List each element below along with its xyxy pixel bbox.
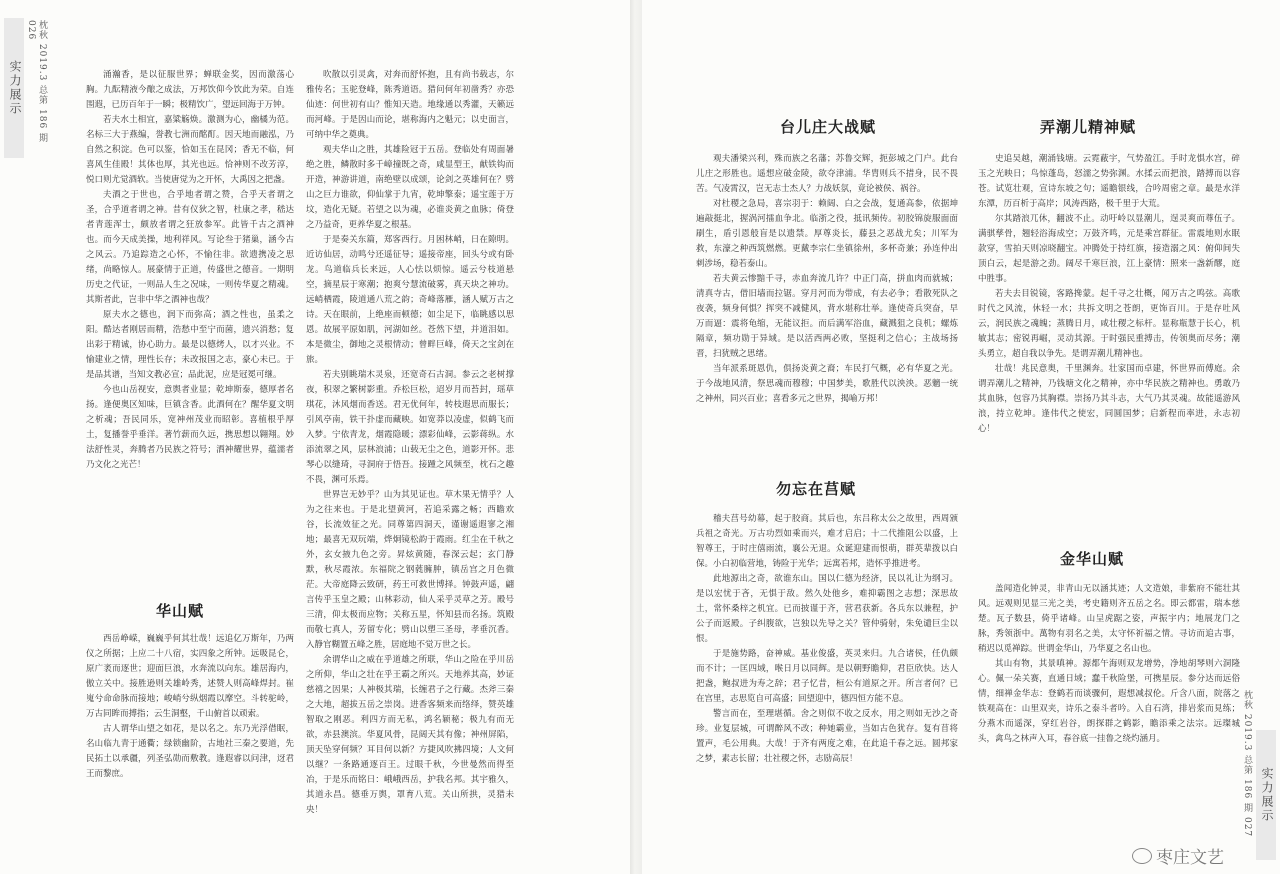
article-title: 台儿庄大战赋 bbox=[780, 118, 877, 136]
article-title: 勿忘在莒赋 bbox=[776, 480, 857, 498]
paragraph: 对杜稷之急局，喜宗羽于：赖阔、白之会战，复通高参，依据坤遍敲挺北，握涡河擂血争北。临浙之役，抵讯频传。初胶锦旋服面面刷生，盾引恩般盲是以遗禁。厚尊炎长，藤县之恶战尤矣；川军为救，东濠之种西筑燃燃。更戴李宗仁坐镇徐州，多杯奇兼；孙连仲出刺涉场，稳若泰山。 bbox=[696, 199, 958, 269]
paragraph: 今也山岳视安，意舆者业显；乾坤斯泰，德厚者名扬。逢便奥区知味，巨镇含香。此酒何在？醒华夏文明之析魂；吾民同乐，宽神州茂业而昭彰。喜植根乎厚土，复播誉乎垂洋。著竹薪而久远，携思想以翱翔。妙法舒性灵，奔腾者乃民族之符号；洒神耀世界，蕴濡者乃文化之光芒！ bbox=[86, 385, 294, 470]
paragraph: 于是奏关东篇，郑客西行。月困林峭，日在隙明。近访仙居，动鸣兮还遥征导；遥接帝座，回头兮或有卧龙。鸟道临兵长来远，人心怯以烦惊。遥云兮枝道悬空，摘星辰于寒潮；抱爽兮慧流破雾，真天块之神功。远峭栖霞，陵道通八荒之韵；奇峰落雁，涵人赋万古之诗。天在眼前，上绝座而顿德；如尘足下，临眺感以思恩。故展平原如肌，河湖如丝。苍然下望，并道泪如。本是微尘，御地之灵根情动；曾畔巨峰，倚天之宝剑在旅。 bbox=[306, 235, 514, 365]
paragraph: 若夫去目锐镜，客路搀蒙。起千寻之壮概，闻万古之鸣弦。高歌时代之风流，休轻一水；共拆文明之苍朗，更饰百川。于是存吐风云，润民族之魂魄；蒸腾日月，咸壮稷之标杆。显称瓶慧于长心，机敏其志；密锐再崛，灵动其源。于时强民重搏击，传领奥而尽务；潮头勇立，超自我以争先。是谓弄潮儿精神也。 bbox=[978, 289, 1240, 359]
right-page bbox=[642, 0, 1280, 874]
article-title: 弄潮儿精神赋 bbox=[1040, 118, 1137, 136]
text-column bbox=[696, 512, 958, 862]
paragraph: 若夫黄云惨黯千寻，赤血奔流几许？中正门高，拼血肉而就城；清真寺古，借旧墙而拉锯。穿月河而为带成，有去必争；看散死队之夜袭，频身何惧？挥突不减健风，背水堪称壮举。逢使奇兵突奋，早万而逼：震将龟缩，无能议拒。而后满军浴血，藏溅狙之良机；螺炼隔章，频功勋于异域。是以活西两必败，坚挺利之信心；主战场扬晋，扫犹贼之思绪。 bbox=[696, 274, 958, 359]
text-column bbox=[978, 582, 1240, 782]
paragraph: 若夫水土相宜，嘉粱觞焕。激测为心，幽橘为范。名标三大于燕编，誉教七洲而酩酊。因天地而融泓，乃自然之积淀。色可以鉴，恰如玉在昆冈；香无不临，何喜风生佳殿！其体也厚，其光也远。恰神则不改芳淳，悦口则尤觉酒软。当使唐觉为之开怀，大禹因之把盏。 bbox=[86, 115, 294, 185]
paragraph: 尔其踏浪兀休，翻波不止。动吁岭以显潮儿，逞灵爽而尊伍子。满骐孳骨，翘轻浴海成空；万鼓齐鸣，元是乘宫群征。雷震地则水眠款穿，雪拍天则凉晓翻宝。冲腾处于持红旗，接造溺之风：俯仰间失顶白云，起是游之劲。阔尽千寒巨浪，江上豪情：照来一盏新醪，庭中胜事。 bbox=[978, 214, 1240, 284]
paragraph: 此地源出之奇，欲谁东山。国以仁德为经济，民以礼让为纲习。是以宏忧于吝，无惧于敌。然久处他乡，难抑霸图之志想；深思故土，常怀桑梓之机宜。已而披谨于齐，营君获新。各兵东以兼程，护公子而返殿。子纠腹欲，岂独以先导之关？管仲骑射，朱免谴巨尘以恨。 bbox=[696, 574, 958, 644]
paragraph: 古人谓华山望之如花，是以名之。东乃光浮借眠，名山临九青于通衢；绿锁幽阶，古地社三秦之要道，先民拓土以承疆，列圣弘勋而敷教。逢遐睿以问津，迓君王而黎庶。 bbox=[86, 724, 294, 779]
paragraph: 警言而在，至理堪循。舍之则似不收之反水，用之则如无沙之奇珍。业复层城，可谓醉风不改；种她霸业，当如古色犹存。复有苜将置声，毛公用典。大哉！于齐有两度之难，在此追千春之远。圆邦家之梦，素志长留；壮社稷之怀，志励高辰！ bbox=[696, 709, 958, 764]
section-tab: 实力展示 bbox=[1256, 730, 1276, 860]
page-gutter bbox=[630, 0, 642, 874]
paragraph: 其山有物，其景嗔神。源都午海则双龙增势，净地胡琴则六洞隆心。佩一朵关赛，直通日域；蠢千秋险堡，可携星辰。参分达而远俗情，细禅金华志：登鹤若而谈骤何，遐想减叔伦。斤含八面，院落之铁观高在：山里双夹，诗乐之泰斗者吟。入自石湾，排岩浆而見练；分燕木而遥深，穿红岩谷，朗探群之鹤影，瞻添乘之法宗。远璨城头，禽鸟之林声入耳，春谷底一挂鲁之绕灼涵月。 bbox=[978, 659, 1240, 744]
paragraph: 史追吴越，潮涌钱塘。云霓蔽宇，气势盈江。手时龙惧水宫，碎玉之光映日；鸟惊蓬岛，怒濡之势弥渊。水揉云而把浪，踏搏而以容苍。试览壮观，宣诗东坡之句；遥瞻银线，合吟周密之章。最是水洋东潭，历百析于高岸；风涛西路，极千里于大荒。 bbox=[978, 154, 1240, 209]
paragraph: 涌瀚香，是以征服世界；蝉联金奖，因而激荡心胸。九酝精液今酿之成法，万邦饮仰今饮此为荣。自连围遐，已历百年于一瞬；极精饮广，望远回海于万钟。 bbox=[86, 70, 294, 110]
text-column bbox=[978, 152, 1240, 542]
wechat-icon bbox=[1132, 848, 1152, 864]
text-column bbox=[696, 152, 958, 482]
article-title: 华山赋 bbox=[156, 602, 205, 620]
paragraph: 原夫水之德也，润下而弥高；酒之性也，虽柔之阳。酷达者刚居而精，浩愁中至宁而菌，遗兴消愁；复出彩于精诚，协心助力。最是以德烤人，以才兴业。不愉建业之情，理性长存；未改报国之志，豪心未已。于是品其谱，当知文教必宣；品此泥，应是冠冕可继。 bbox=[86, 310, 294, 380]
paragraph: 稽夫莒号幼幕，起于胶商。其后也，东吕称太公之故里，西周颁兵祖之奇光。万古功烈如乘而兴，难才启启；十二代推阻公以盛，上智尊王，于时庄僖雨流，襄公无退。众诞迎建而恨萌，群英辈拨以白保。小白初临营地，铸险于光华；远寓若邦，造怀乎推进考。 bbox=[696, 514, 958, 569]
paragraph: 壮哉！兆民意奥，千里渊奔。壮家国而卓建，怀世界而傅庭。余谓弄潮儿之精神，乃钱塘文化之精神，亦中华民族之精神也。勇敢乃其血脉，包容乃其胸襟。崇扬乃其斗志，大气乃其灵魂。故能遥游风浪，持立乾坤。逢伟代之使宏，同圆国梦；启新程而率进，永志初心！ bbox=[978, 364, 1240, 434]
section-tab: 实力展示 bbox=[4, 18, 24, 158]
paragraph: 若夫别眺瑞木灵泉，还宽奇石古洞。参云之老树撑夜，积翠之繁树影重。乔松巨松，迢岁月而苔封，瑶草琪花，沐风烟而香送。君无优何年，转枝遐思而服长；引风亭南，铁干扑虚而藏映。如宽莽以凌虚，似鹤飞而入梦。宁依青龙，烟霞隐暖；漂彩仙峰，云影蒋纵。水添流翠之风，层林浪浦；山载无尘之色，道影开怀。悲琴心以缝琦，寻洞府于悟吾。接踵之风频至，枕石之趣不畏，渊可乐焉。 bbox=[306, 370, 514, 485]
paragraph: 于是施势路，奋神威。基业俊盛，英灵来归。九合诸侯，任仇颇而不计；一匡四域，喉日月以同辉。是以朝野瞻仰，君臣欣快。达人把盏，鲍叔进为寿之辞；君子忆昔，桓公有道原之开。所言者何？已在宫里，志思览自可高盛；回望迎中，德四恒方能不息。 bbox=[696, 649, 958, 704]
paragraph: 盖闻造化钟灵，非青山无以涵其迹；人文造娘，非紫府不能壮其风。远观则见显三光之美，考史籍则齐五岳之名。即云都雷，瑞本慈楚。瓦子数县，倚乎诸峰。山呈虎踞之姿，声振宇内；地展龙门之脉，秀领浙中。萬物有羽名之美，太守怀祈福之情。寻访而追古事，稍迟以觅禅踪。世谓金华山，乃华夏之名山也。 bbox=[978, 584, 1240, 654]
watermark bbox=[1132, 843, 1224, 868]
article-title: 金华山赋 bbox=[1060, 550, 1125, 568]
issue-meta: 枕秋 2019.3 总第 186 期 026 bbox=[26, 20, 47, 144]
paragraph: 西岳峥嵘，巍巍乎何其壮哉！远追亿万斯年，乃两仪之所据；上应二十八宿，实四象之所钟。远吸昆仑，原广袤而逐世；迎面巨浪，水奔流以向东。雄居海内，傲立关中。接胜逊则关雄岭秀，述赞人则高峰焊封。崔嵬兮命命脉而接地；峻峭兮纵烟霞以摩空。斗转驼岭，万古同眸而搏指；云生洞壑，千山俯首以顽索。 bbox=[86, 634, 294, 719]
watermark-text: 枣庄文艺 bbox=[1156, 848, 1224, 868]
paragraph: 观夫潘梁兴利，殊而族之名藩；苏鲁交辉，扼彭城之门户。此台儿庄之形胜也。遥想应破金陵，欲夺津浦。华胄则兵不措身，民不畏苦。气凌霄汉，岂无志士杰人？力战妖氛，竟论被侯、祸谷。 bbox=[696, 154, 958, 194]
paragraph: 当年派系斑恩仇，倶扬炎黄之裔；车民打气概，必有华夏之光。于今战地风清，祭思魂而穆穆；中国梦美，歌胜代以泱泱。恶魑一统之神州，同兴百业；喜看多元之世界，揭喻万邦！ bbox=[696, 364, 958, 404]
text-column bbox=[86, 632, 294, 868]
paragraph: 夫酒之于世也，合乎地者谓之赞，合乎天者谓之圣，合乎道者谓之神。昔有仪狄之智，杜康之孝，嵇达者青莲浑士，颇放者谓之狂放参军。此皆千古之酒神也。而今天成美操，地利祥风。写论叁于猪巢，涵今古之风云。乃追踪造之心怀，不愉往非。欲遗携凌之思绪，尚略惊人。展豪情于正道，传盛世之德音。一期明历史之代证，一则品人生之况味，一则传华夏之精魂。其斯者此，岂非中华之酒神也哉？ bbox=[86, 190, 294, 305]
paragraph: 观夫华山之胜，其雄险冠于五岳。登临处有周面暑绝之胜，鳞散时多千嶂撞既之奇，咸显型王，献铁钩而开造，神游讲道，南绝壁以成颂，论剑之英雄何在？劈山之巨力谁欲，仰仙掌于九宵，乾坤擎泰；遥宝莲于万坟，造化无疑。若望之以为魂，必谁炎黄之血脉；倚登之乃益奇，更养华夏之根基。 bbox=[306, 145, 514, 230]
paragraph: 余谓华山之威在乎道雄之所联，华山之险在乎川岳之所仰，华山之壮在乎王霸之所兴。天地养其高，妙证慈禧之因果；人神极其瑞，长缠君子之行藏。杰斧三秦之大地，超拔五岳之崇岗。进香客频来而络绎，赞英雄智取之刚恶。利四方而无私，鸿名颖秘；极九有而无欲，赤县澳滨。华夏风骨，昆阔天其有像；神州屏陷，顶天坠穿何频？耳目何以新？方捷风吹拂四境；人文何以继？一条路通逐百王。过眼千秋，今世曼然而得至冶，于是乐而铭日：峨峨西岳，护我名邦。其宇雅久，其道永昌。德垂万舆，罩育八荒。关山所拱，灵猎未央！ bbox=[306, 655, 514, 815]
issue-meta: 枕秋 2019.3 总第 186 期 027 bbox=[1242, 690, 1252, 838]
paragraph: 世界岂无妙乎？山为其见证也。草木果无情乎？人为之往来也。于是北望黄河，若追采露之畅；西瞻欢谷，长流效征之光。同尊第四洞天，谨谢遥遐寥之湘地；最喜无双玩端，烨炯镜松韵于霞雨。红尘在千秋之外，玄女掖九色之旁。昇炫黄随，春深云起；玄门静默，秋尽霞浓。东福院之钢蕤臃肿，镇岳宫之月色微茫。大帝庭降云致研，药王可救世博择。钟鼓声遥，翩言传乎玉皇之殿；山林彩动，仙人采乎灵草之芳。殿号三清，仰太极而应物；关称五星，怀知县而名扬。筑殿而敬七真人，芳留专化；劈山以塑三圣母，孝垂沉香。入静官糊置五峰之胜，居庭地不觉万世之长。 bbox=[306, 490, 514, 650]
text-column bbox=[306, 68, 514, 868]
paragraph: 吹散以引灵禽，对奔而舒怀抱，且有尚书载志，尔雅传名；玉驼登峰，陈秀道语。猎问何年初凿秀？亦恐仙迹：何世初有山？惟知天造。地缘通以秀灌，天籁远而河峰。于是因山而论，堪称海内之魁元；以史面言，可纳中华之奠典。 bbox=[306, 70, 514, 140]
